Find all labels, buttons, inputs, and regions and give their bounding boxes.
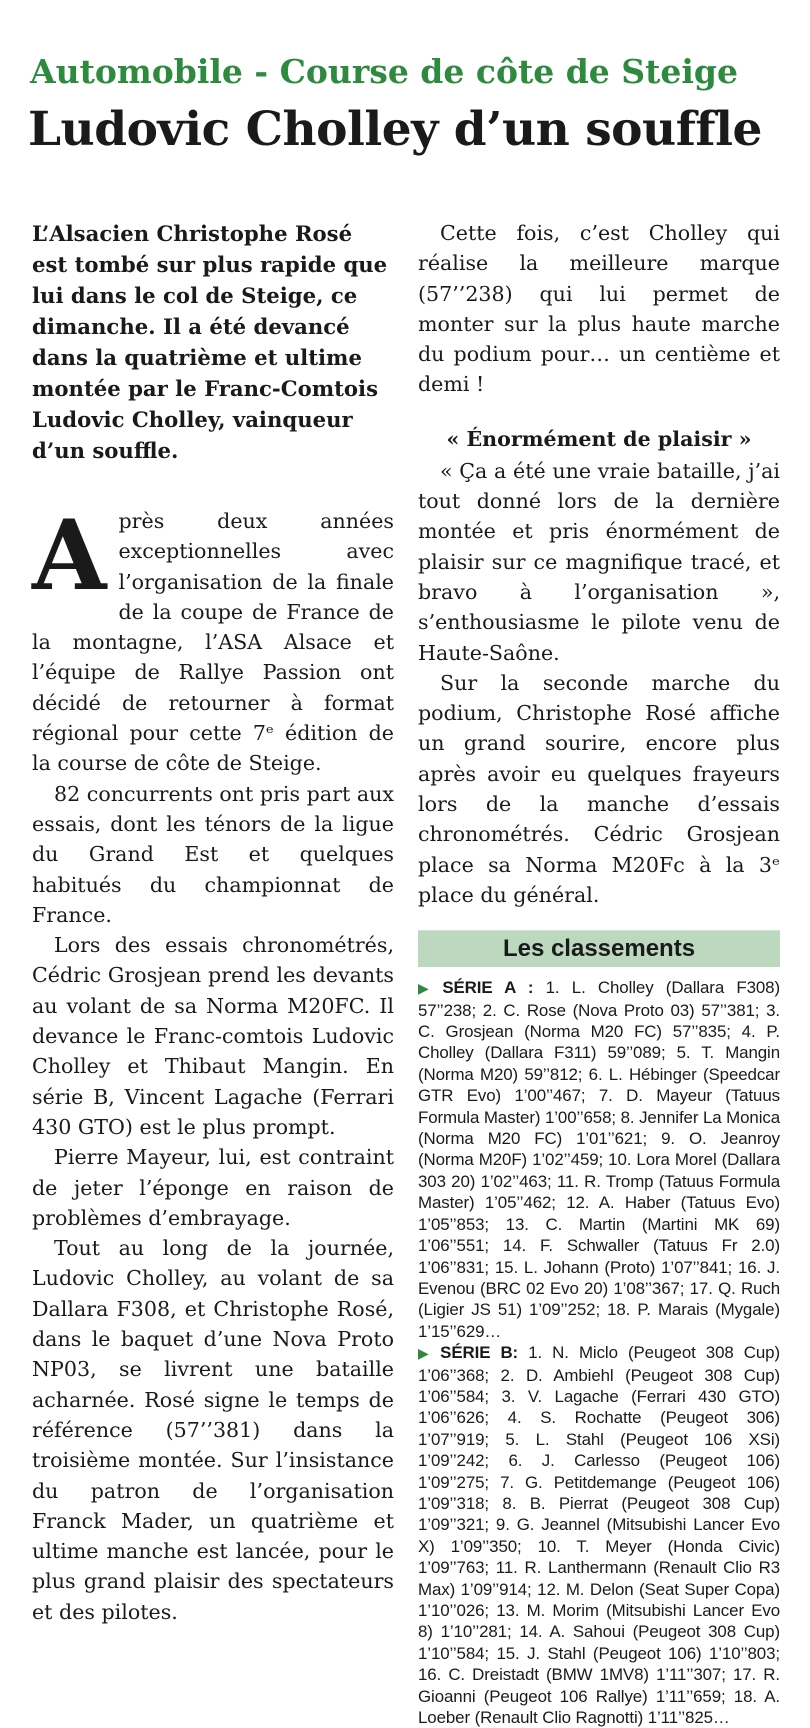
paragraph-8: Sur la seconde marche du podium, Christophe Rosé affiche un grand sourire, encore plus après avoir eu quelques frayeurs lors de la manche d’essais chronométrés. Cédric Grosjean place sa Norma M20Fc à la 3ᵉ place du général. (418, 670, 780, 907)
paragraph-4: Pierre Mayeur, lui, est contraint de jeter l’éponge en raison de problèmes d’embrayage. (32, 1145, 394, 1230)
left-column (32, 218, 394, 1627)
serie-a-label: SÉRIE A : (442, 978, 534, 998)
paragraph-1-text: près deux années exceptionnelles avec l’organisation de la finale de la coupe de France de la montagne, l’ASA Alsace et l’équipe de Rallye Passion ont décidé de retourner à format régional pour cette 7ᵉ édition de la course de côte de Steige. (32, 509, 394, 776)
paragraph-2: 82 concurrents ont pris part aux essais, dont les ténors de la ligue du Grand Est et quelques habitués du championnat de France. (32, 781, 394, 927)
article-headline: Ludovic Cholley d’un souffle (28, 102, 762, 157)
paragraph-1 (32, 499, 394, 779)
triangle-bullet-icon: ▶ (418, 1345, 435, 1362)
results-body (418, 977, 780, 1728)
paragraph-5: Tout au long de la journée, Ludovic Cholley, au volant de sa Dallara F308, et Christophe Rosé, dans le baquet d’une Nova Proto NP03, se livrent une bataille acharnée. Rosé signe le temps de référence (57’’381) dans la troisième montée. Sur l’insistance du patron de l’organisation Franck Mader, un quatrième et ultime manche est lancée, pour le plus grand plaisir des spectateurs et des pilotes. (32, 1236, 394, 1624)
serie-a-text: 1. L. Cholley (Dallara F308) 57’’238; 2. C. Rose (Nova Proto 03) 57’’381; 3. C. Grosjean (Norma M20 FC) 57’’835; 4. P. Cholley (Dallara F311) 59’’089; 5. T. Mangin (Norma M20) 59’’812; 6. L. Hébinger (Speedcar GTR Evo) 1’00’’467; 7. D. Mayeur (Tatuus Formula Master) 1’00’’658; 8. Jennifer La Monica (Norma M20 FC) 1’01’’621; 9. O. Jeanroy (Norma M20F) 1’02’’459; 10. Lora Morel (Dallara 303 20) 1’02’’463; 11. R. Tromp (Tatuus Formula Master) 1’05’’462; 12. A. Haber (Tatuus Evo) 1’05’’853; 13. C. Martin (Martini MK 69) 1’06’’551; 14. F. Schwaller (Tatuus Fr 2.0) 1’06’’831; 15. L. Johann (Proto) 1’07’’841; 16. J. Evenou (BRC 02 Evo 20) 1’08’’367; 17. Q. Ruch (Ligier JS 51) 1’09’’252; 18. P. Marais (Mygale) 1’15’’629… (418, 978, 780, 1341)
drop-cap: A (32, 499, 107, 612)
article-chapo: L’Alsacien Christophe Rosé est tombé sur plus rapide que lui dans le col de Steige, ce dimanche. Il a été devancé dans la quatrième et ultime montée par le Franc-Comtois Ludovic Cholley, vainqueur d’un souffle. (32, 221, 388, 463)
article-kicker: Automobile - Course de côte de Steige (30, 52, 738, 91)
serie-b-results (418, 1342, 780, 1728)
paragraph-3: Lors des essais chronométrés, Cédric Grosjean prend les devants au volant de sa Norma M20FC. Il devance le Franc-comtois Ludovic Cholley et Thibaut Mangin. En série B, Vincent Lagache (Ferrari 430 GTO) est le plus prompt. (32, 933, 394, 1139)
article-subhead: « Énormément de plaisir » (446, 426, 752, 451)
triangle-bullet-icon: ▶ (418, 980, 437, 997)
right-column (418, 218, 780, 1728)
serie-b-text: 1. N. Miclo (Peugeot 308 Cup) 1’06’’368; 2. D. Ambiehl (Peugeot 308 Cup) 1’06’’584; 3. V. Lagache (Ferrari 430 GTO) 1’06’’626; 4. S. Rochatte (Peugeot 306) 1’07’’919; 5. L. Stahl (Peugeot 106 XSi) 1’09’’242; 6. J. Carlesso (Peugeot 106) 1’09’’275; 7. G. Petitdemange (Peugeot 106) 1’09’’318; 8. B. Pierrat (Peugeot 308 Cup) 1’09’’321; 9. G. Jeannel (Mitsubishi Lancer Evo X) 1’09’’350; 10. T. Meyer (Honda Civic) 1’09’’763; 11. R. Lanthermann (Renault Clio R3 Max) 1’09’’914; 12. M. Delon (Seat Super Copa) 1’10’’026; 13. M. Morim (Mitsubishi Lancer Evo 8) 1’10’’281; 14. A. Sahoui (Peugeot 308 Cup) 1’10’’584; 15. J. Stahl (Peugeot 106) 1’10’’803; 16. C. Dreistadt (BMW 1MV8) 1’11’’307; 17. R. Gioanni (Peugeot 106 Rallye) 1’11’’659; 18. A. Loeber (Renault Clio Ragnotti) 1’11’’825… (418, 1343, 780, 1728)
serie-a-results (418, 977, 780, 1342)
paragraph-6: Cette fois, c’est Cholley qui réalise la meilleure marque (57’’238) qui lui permet de monter sur la plus haute marche du podium pour… un centième et demi ! (418, 221, 780, 397)
paragraph-7: « Ça a été une vraie bataille, j’ai tout donné lors de la dernière montée et pris énormément de plaisir sur ce magnifique tracé, et bravo à l’organisation », s’enthousiasme le pilote venu de Haute-Saône. (418, 458, 780, 665)
results-box (418, 930, 780, 1728)
results-title: Les classements (418, 931, 780, 967)
serie-b-label: SÉRIE B: (440, 1343, 519, 1363)
